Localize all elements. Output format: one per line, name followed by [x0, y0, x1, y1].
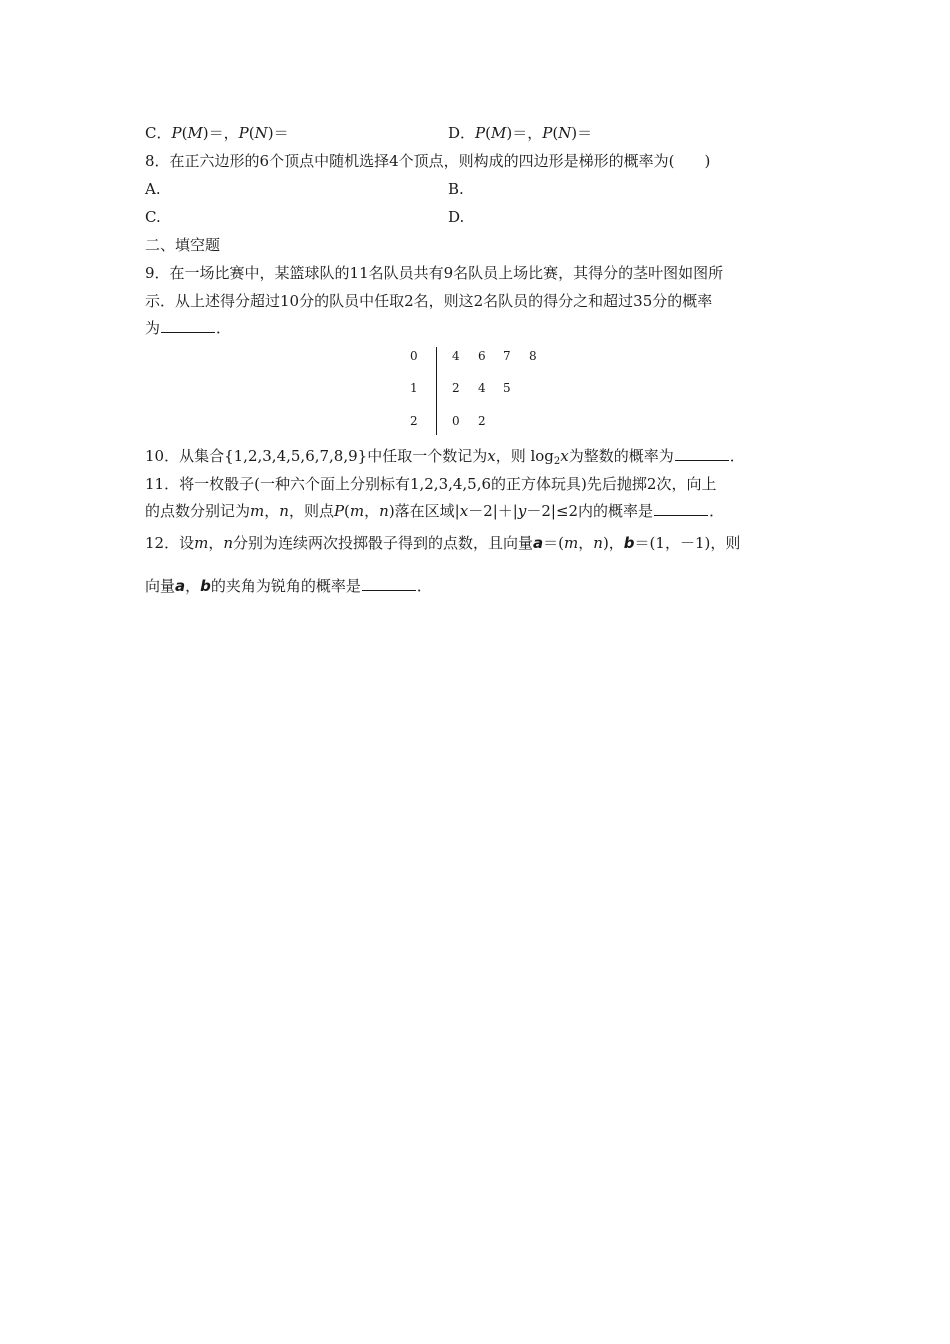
q12-line-1: 12．设m，n分别为连续两次投掷骰子得到的点数，且向量a＝(m，n)，b＝(1，－1)，则 — [145, 534, 741, 552]
leaf: 6 — [478, 349, 486, 363]
q9-line-2: 示．从上述得分超过10分的队员中任取2名，则这2名队员的得分之和超过35分的概率 — [145, 292, 713, 310]
leaf: 8 — [529, 349, 537, 363]
q11-line-2: 的点数分别记为m，n，则点P(m，n)落在区域|x－2|＋|y－2|≤2内的概率是 ． — [145, 502, 725, 520]
answer-blank[interactable] — [161, 318, 215, 333]
stem-leaf-plot — [400, 345, 560, 437]
stem-1: 1 — [410, 381, 418, 395]
q10: 10．从集合{1,2,3,4,5,6,7,8,9}中任取一个数记为x，则 $\log_2x$为整数的概率为 ． — [145, 447, 745, 467]
leaf: 5 — [503, 381, 511, 395]
leaf: 4 — [478, 381, 486, 395]
q8-option-c[interactable]: C. — [145, 208, 161, 226]
leaf: 0 — [452, 414, 460, 428]
answer-blank[interactable] — [362, 576, 416, 591]
stem-0: 0 — [410, 349, 418, 363]
section-title: 二、填空题 — [145, 236, 221, 254]
q8-option-a[interactable]: A. — [145, 180, 161, 198]
q8-option-d[interactable]: D. — [448, 208, 465, 226]
leaf: 2 — [452, 381, 460, 395]
answer-blank[interactable] — [675, 446, 729, 461]
leaf: 7 — [503, 349, 511, 363]
q9-line-1: 9．在一场比赛中，某篮球队的11名队员共有9名队员上场比赛，其得分的茎叶图如图所 — [145, 264, 724, 282]
leaf: 4 — [452, 349, 460, 363]
stem-2: 2 — [410, 414, 418, 428]
leaf: 2 — [478, 414, 486, 428]
q8-option-b[interactable]: B. — [448, 180, 464, 198]
stem-leaf-divider — [436, 347, 437, 435]
q7-option-c[interactable]: C．P(M)＝，P(N)＝ — [145, 124, 289, 142]
q8-stem: 8．在正六边形的6个顶点中随机选择4个顶点，则构成的四边形是梯形的概率为( ) — [145, 152, 711, 170]
q11-line-1: 11．将一枚骰子(一种六个面上分别标有1,2,3,4,5,6的正方体玩具)先后抛掷2次，向上 — [145, 475, 717, 493]
answer-blank[interactable] — [654, 501, 708, 516]
q12-line-2: 向量a，b的夹角为锐角的概率是 ． — [145, 577, 432, 595]
q9-line-3: 为 ． — [145, 319, 232, 337]
q7-option-d[interactable]: D．P(M)＝，P(N)＝ — [448, 124, 593, 142]
